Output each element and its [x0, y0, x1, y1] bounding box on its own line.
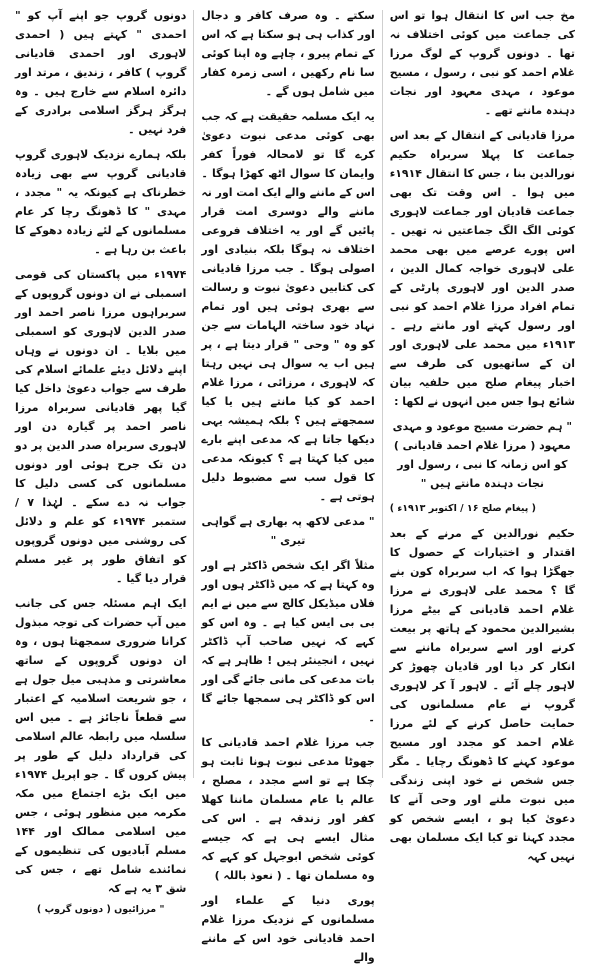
citation: ( پیغام صلح ۱۶ / اکتوبر ۱۹۱۳ء ) — [389, 503, 537, 514]
paragraph: مخ جب اس کا انتقال ہوا تو اس کی جماعت میں کوئی اختلاف نہ تھا ۔ دونوں گروپ کے لوگ مرزا غلام احمد کو نبی ، رسول ، مسیح موعود ، مہدی معہود اور نجات دہندہ مانتے تھے ۔ — [389, 9, 575, 117]
paragraph: یہ ایک مسلمہ حقیقت ہے کہ جب بھی کوئی مدعی نبوت دعویٰ کرے گا تو لامحالہ فوراً کفر وایمان کا سوال اٹھ کھڑا ہوگا ۔ اس کے ماننے والے ایک امت اور نہ ماننے والے دوسری امت قرار پائیں گے اور یہ اختلاف فروعی اختلاف نہ ہوگا بلکہ بنیادی اور اصولی ہوگا ۔ جب مرزا قادیانی کی کتابیں دعویٰ نبوت و رسالت سے بھری ہوئی ہیں اور تمام نہاد خود ساختہ الہامات سے جن کو وہ " وحی " قرار دیتا ہے ، پر ہیں اب یہ سوال ہی نہیں رہتا کہ لاہوری ، مرزائی ، مرزا غلام احمد کو کیا مانتے ہیں یا کیا سمجھتے ہیں ؟ بلکہ ہمیشہ یہی دیکھا جاتا ہے کہ مدعی اپنے بارے میں کیا کہتا ہے ؟ کیونکہ مدعی کا قول سب سے مضبوط دلیل ہوتی ہے ۔ — [201, 110, 375, 503]
column-footer: " مرزائیوں ( دونوں گروپ ) — [36, 904, 165, 915]
column-right — [383, 6, 582, 863]
paragraph: حکیم نورالدین کے مرنے کے بعد اقتدار و اختیارات کے حصول کا جھگڑا ہوا کہ اب سربراہ کون بنے گا ؟ محمد علی لاہوری نے مرزا غلام احمد قادیانی کے بیٹے مرزا بشیرالدین محمود کے ہاتھ پر بیعت کرنے اور اسے سربراہ ماننے سے انکار کر دیا اور قادیان چھوڑ کر لاہور چلے آئے ۔ لاہور آ کر لاہوری گروپ نے عام مسلمانوں کی حمایت حاصل کرنے کے لئے مرزا غلام احمد کو مجدد اور مسیح موعود کہنے کا ڈھونگ رچایا ۔ مگر جس شخص نے خود اپنی زندگی میں نبوت ملنے اور وحی آنے کا دعویٰ کیا ہو ، ایسے شخص کو مجدد کہنا تو کیا ایک مسلمان بھی نہیں کہہ — [389, 527, 575, 863]
paragraph: مرزا قادیانی کے انتقال کے بعد اس جماعت کا پہلا سربراہ حکیم نورالدین بنا ، جس کا انتقال ۱۹۱۴ء میں ہوا ۔ اس وقت تک بھی جماعت قادیان اور جماعت لاہوری کوئی الگ الگ جماعتیں نہ تھیں ۔ اس پورے عرصے میں بھی محمد علی لاہوری خواجہ کمال الدین ، صدر الدین اور لاہوری پارٹی کے تمام افراد مرزا غلام احمد کو نبی اور رسول کہتے اور مانتے رہے ۔ ۱۹۱۳ء میں محمد علی لاہوری اور ان کے ساتھیوں کی طرف سے اخبار پیغام صلح میں حلفیہ بیان شائع ہوا جس میں انہوں نے لکھا : — [389, 129, 575, 408]
column-left — [8, 6, 193, 915]
quote: " ہم حضرت مسیح موعود و مہدی معہود ( مرزا غلام احمد قادیانی ) کو اس زمانہ کا نبی ، رسول اور نجات دہندہ مانتے ہیں " — [392, 420, 573, 490]
paragraph: ۱۹۷۴ء میں پاکستان کی قومی اسمبلی نے ان دونوں گروپوں کے سربراہوں مرزا ناصر احمد اور صدر الدین لاہوری کو اسمبلی میں بلایا ۔ ان دونوں نے وہاں اپنے دلائل دیئے علمائے اسلام کی طرف سے جواب دعویٰ داخل کیا گیا پھر قادیانی سربراہ مرزا ناصر احمد پر گیارہ دن اور لاہوری سربراہ صدر الدین پر دو دن تک جرح ہوئی اور دونوں مسلمانوں کی کسی دلیل کا جواب نہ دے سکے ۔ لہٰذا ۷ / ستمبر ۱۹۷۴ء کو علم و دلائل کی روشنی میں دونوں گروپوں کو اتفاق طور پر غیر مسلم قرار دیا گیا ۔ — [15, 268, 187, 585]
paragraph: مثلاً اگر ایک شخص ڈاکٹر ہے اور وہ کہتا ہے کہ میں ڈاکٹر ہوں اور فلاں میڈیکل کالج سے میں نے ایم بی بی ایس کیا ہے ۔ وہ اس کو کہے کہ نہیں صاحب آپ ڈاکٹر نہیں ، انجینئر ہیں ! ظاہر ہے کہ بات مدعی کی مانی جائے گی اور اس کو ڈاکٹر ہی سمجھا جائے گا ۔ — [201, 559, 375, 724]
paragraph: پوری دنیا کے علماء اور مسلمانوں کے نزدیک مرزا غلام احمد قادیانی خود اس کے ماننے والے — [201, 894, 375, 964]
paragraph: جب مرزا غلام احمد قادیانی کا جھوٹا مدعی نبوت ہونا ثابت ہو چکا ہے تو اسے مجدد ، مصلح ، عالم یا عام مسلمان ماننا کھلا کفر اور زندقہ ہے ۔ اس کی مثال ایسے ہی ہے کہ جیسے کوئی شخص ابوجہل کو کہے کہ وہ مسلمان تھا ۔ ( نعوذ باللہ ) — [201, 736, 375, 882]
paragraph: دونوں گروپ جو اپنے آپ کو " احمدی " کہتے ہیں ( احمدی لاہوری اور احمدی قادیانی گروپ ) کافر ، زندیق ، مرتد اور دائرہ اسلام سے خارج ہیں ۔ وہ ہرگز ہرگز اسلامی برادری کے فرد نہیں ۔ — [15, 9, 187, 136]
column-middle — [194, 6, 381, 964]
paragraph: بلکہ ہمارے نزدیک لاہوری گروپ قادیانی گروپ سے بھی زیادہ خطرناک ہے کیونکہ یہ " مجدد ، مہدی " کا ڈھونگ رچا کر عام مسلمانوں کے لئے زیادہ دھوکے کا باعث بن رہا ہے ۔ — [15, 148, 187, 256]
quote: " مدعی لاکھ پہ بھاری ہے گواہی تیری " — [201, 515, 375, 547]
paragraph: ایک اہم مسئلہ جس کی جانب میں آپ حضرات کی توجہ مبذول کرانا ضروری سمجھتا ہوں ، وہ ان دونوں گروپوں کے ساتھ معاشرتی و مذہبی میل جول ہے ، جو شریعت اسلامیہ کے اعتبار سے قطعاً ناجائز ہے ۔ میں اس سلسلہ میں رابطہ عالم اسلامی کی قرارداد دلیل کے طور پر پیش کروں گا ۔ جو اپریل ۱۹۷۴ء میں ایک بڑے اجتماع میں مکہ مکرمہ میں منظور ہوئی ، جس میں اسلامی ممالک اور ۱۴۴ مسلم آبادیوں کی تنظیموں کے نمائندے شامل تھے ، جس کی شق ۳ یہ ہے کہ — [15, 597, 187, 895]
paragraph: سکتے ۔ وہ صرف کافر و دجال اور کذاب ہی ہو سکتا ہے کہ اس کے تمام پیرو ، چاہے وہ اپنا کوئی سا نام رکھیں ، اسی زمرہ کفار میں شامل ہوں گے ۔ — [201, 9, 375, 98]
